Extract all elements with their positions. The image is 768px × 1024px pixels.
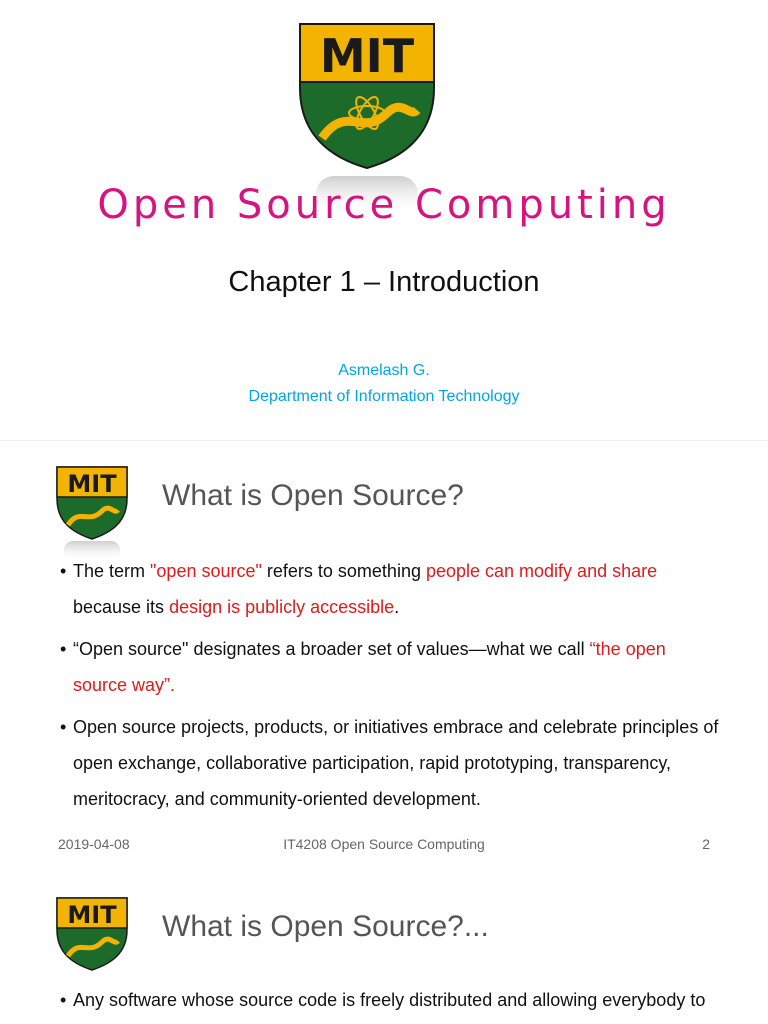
slide-footer [0, 836, 768, 856]
content-slide-2 [0, 440, 768, 873]
bullet-item [60, 631, 720, 703]
footer-page-number: 2 [702, 836, 710, 852]
bullet-text: The term [73, 561, 151, 581]
presentation-title: Open Source Computing [97, 182, 671, 228]
bullet-text: Open source projects, products, or initiatives embrace and celebrate principles of open exchange, collaborative participation, rapid prototyping, transparency, meritocracy, and community-oriented development. [73, 717, 719, 809]
bullet-text: . [394, 597, 400, 617]
bullet-item [60, 553, 720, 625]
chapter-title: Chapter 1 – Introduction [228, 266, 540, 298]
author-name: Asmelash G. [338, 362, 430, 379]
footer-date: 2019-04-08 [58, 836, 130, 852]
bullet-text: “Open source" designates a broader set of values—what we call [73, 639, 590, 659]
bullet-text: Any software whose source code is freely distributed and allowing everybody to [73, 990, 706, 1010]
highlighted-text: “the open source way”. [73, 639, 666, 695]
bullet-item [60, 709, 720, 817]
bullet-list [60, 982, 720, 1024]
logo-letters: MIT [319, 29, 415, 83]
mit-logo-small [52, 894, 132, 994]
title-slide [0, 0, 768, 440]
slide-heading: What is Open Source?... [162, 910, 489, 943]
highlighted-text: "open source" [150, 561, 262, 581]
department-name: Department of Information Technology [248, 388, 520, 405]
slide-heading: What is Open Source? [162, 479, 464, 512]
highlighted-text: people can modify and share [425, 561, 658, 581]
highlighted-text: design is publicly accessible [169, 597, 395, 617]
footer-course: IT4208 Open Source Computing [283, 836, 485, 852]
mit-logo-small [52, 463, 132, 563]
bullet-item [60, 982, 720, 1018]
svg-text:MIT: MIT [67, 901, 117, 929]
author-block [0, 358, 768, 410]
bullet-list [60, 553, 720, 823]
svg-text:MIT: MIT [67, 470, 117, 498]
bullet-text: because its [73, 597, 170, 617]
content-slide-3 [0, 872, 768, 1024]
bullet-text: refers to something [261, 561, 426, 581]
